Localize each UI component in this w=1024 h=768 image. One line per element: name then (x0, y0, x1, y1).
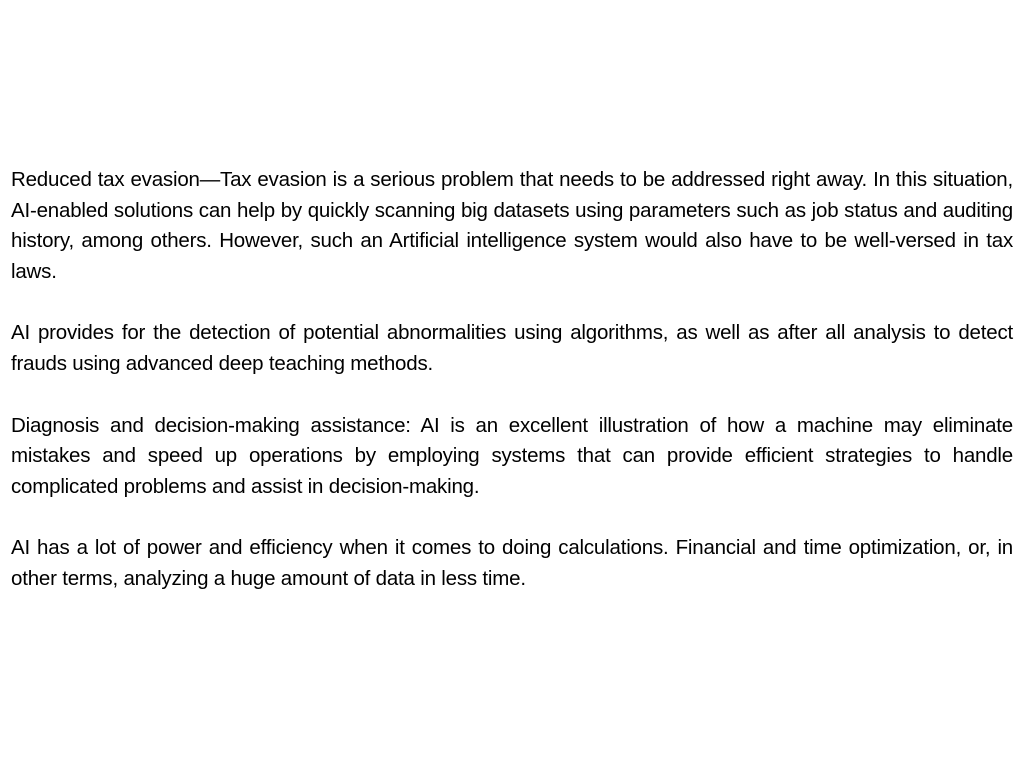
paragraph-calculation-efficiency: AI has a lot of power and efficiency when it comes to doing calculations. Financial and time optimization, or, in other terms, analyzing a huge amount of data in less time. (11, 536, 1013, 590)
paragraph-tax-evasion: Reduced tax evasion—Tax evasion is a serious problem that needs to be addressed right away. In this situation, AI-enabled solutions can help by quickly scanning big datasets using parameters such as job status and auditing history, among others. However, such an Artificial intelligence system would also have to be well-versed in tax laws. (11, 168, 1013, 283)
paragraph-abnormality-detection: AI provides for the detection of potential abnormalities using algorithms, as well as after all analysis to detect frauds using advanced deep teaching methods. (11, 321, 1013, 375)
paragraph-decision-making: Diagnosis and decision-making assistance: AI is an excellent illustration of how a machine may eliminate mistakes and speed up operations by employing systems that can provide efficient strategies to handle complicated problems and assist in decision-making. (11, 413, 1013, 498)
text-body (11, 165, 1013, 626)
